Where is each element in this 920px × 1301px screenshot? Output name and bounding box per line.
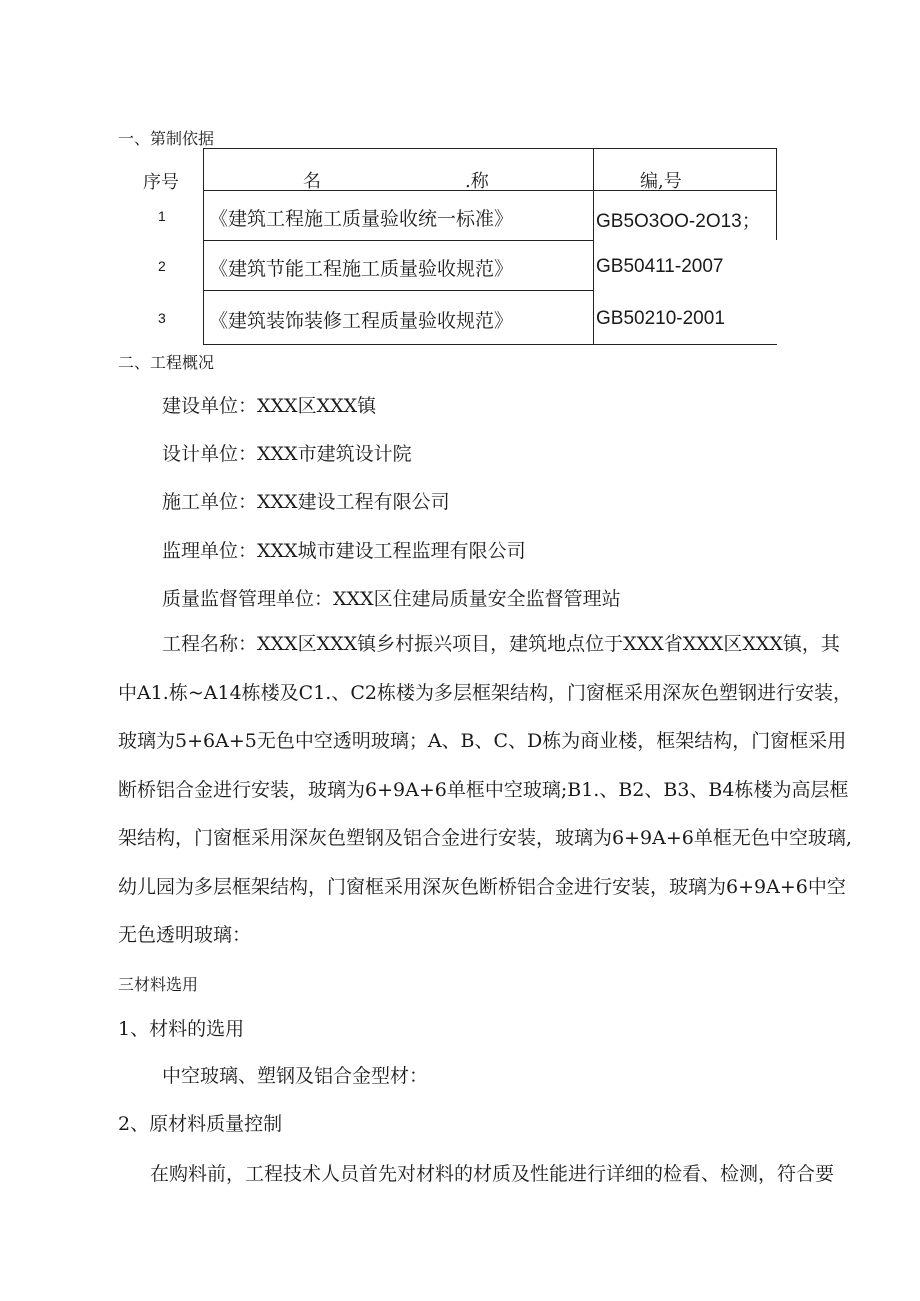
table-row-3-code: GB50210-2001 bbox=[596, 308, 725, 329]
paragraph-line: 断桥铝合金进行安装，玻璃为6+9A+6单框中空玻璃;B1.、B2、B3、B4栋楼为高层框 bbox=[118, 778, 849, 801]
table-header-name-a: 名 bbox=[303, 171, 321, 192]
table-row-divider bbox=[203, 240, 593, 241]
paragraph-line: 工程名称：XXX区XXX镇乡村振兴项目，建筑地点位于XXX省XXX区XXX镇，其 bbox=[162, 633, 840, 655]
subsection-2-heading: 2、原材料质量控制 bbox=[118, 1113, 283, 1135]
table-row-2-name: 《建筑节能工程施工质量验收规范》 bbox=[209, 258, 514, 280]
table-row-3-name: 《建筑装饰装修工程质量验收规范》 bbox=[209, 310, 514, 332]
paragraph-line: 架结构，门窗框采用深灰色塑钢及铝合金进行安装，玻璃为6+9A+6单框无色中空玻璃, bbox=[118, 827, 852, 849]
supervision-unit: 监理单位：XXX城市建设工程监理有限公司 bbox=[162, 540, 526, 562]
design-unit: 设计单位：XXX市建筑设计院 bbox=[162, 443, 412, 465]
table-header-name-b: .称 bbox=[465, 171, 489, 192]
table-border-right bbox=[776, 148, 777, 240]
table-row-1-code: GB5O3OO-2O13； bbox=[596, 211, 761, 232]
table-header-code: 编,号 bbox=[640, 171, 682, 192]
table-row-divider bbox=[203, 290, 593, 291]
standards-table bbox=[203, 148, 777, 345]
construction-unit: 建设单位：XXX区XXX镇 bbox=[162, 395, 377, 417]
quality-supervision-unit: 质量监督管理单位：XXX区住建局质量安全监督管理站 bbox=[162, 588, 621, 610]
builder-unit: 施工单位：XXX建设工程有限公司 bbox=[162, 491, 450, 513]
section-2-heading: 二、工程概况 bbox=[118, 353, 215, 372]
subsection-2-text: 在购料前，工程技术人员首先对材料的材质及性能进行详细的检看、检测，符合要 bbox=[150, 1163, 835, 1185]
table-row-1-name: 《建筑工程施工质量验收统一标准》 bbox=[209, 208, 514, 230]
section-3-heading: 三材料选用 bbox=[118, 975, 199, 994]
paragraph-line: 无色透明玻璃： bbox=[118, 924, 252, 946]
paragraph-line: 中A1.栋~A14栋楼及C1.、C2栋楼为多层框架结构，门窗框采用深灰色塑钢进行安装， bbox=[118, 681, 852, 704]
table-row-1-index: 1 bbox=[158, 208, 166, 224]
table-column-divider bbox=[593, 148, 594, 345]
table-row-divider bbox=[203, 190, 777, 191]
paragraph-line: 玻璃为5+6A+5无色中空透明玻璃；A、B、C、D栋为商业楼，框架结构，门窗框采用 bbox=[118, 730, 847, 752]
project-description bbox=[118, 620, 878, 960]
section-1-heading: 一、第制依据 bbox=[118, 129, 215, 148]
table-border-bottom bbox=[203, 344, 777, 345]
table-row-2-code: GB50411-2007 bbox=[596, 256, 724, 277]
table-row-3-index: 3 bbox=[158, 310, 166, 326]
table-row-2-index: 2 bbox=[158, 258, 166, 274]
paragraph-line: 幼儿园为多层框架结构，门窗框采用深灰色断桥铝合金进行安装，玻璃为6+9A+6中空 bbox=[118, 875, 846, 898]
subsection-1-heading: 1、材料的选用 bbox=[118, 1018, 245, 1040]
subsection-1-text: 中空玻璃、塑钢及铝合金型材： bbox=[162, 1065, 429, 1087]
table-header-index: 序号 bbox=[143, 172, 179, 193]
table-border-left bbox=[203, 148, 204, 345]
table-border-top bbox=[203, 148, 777, 149]
